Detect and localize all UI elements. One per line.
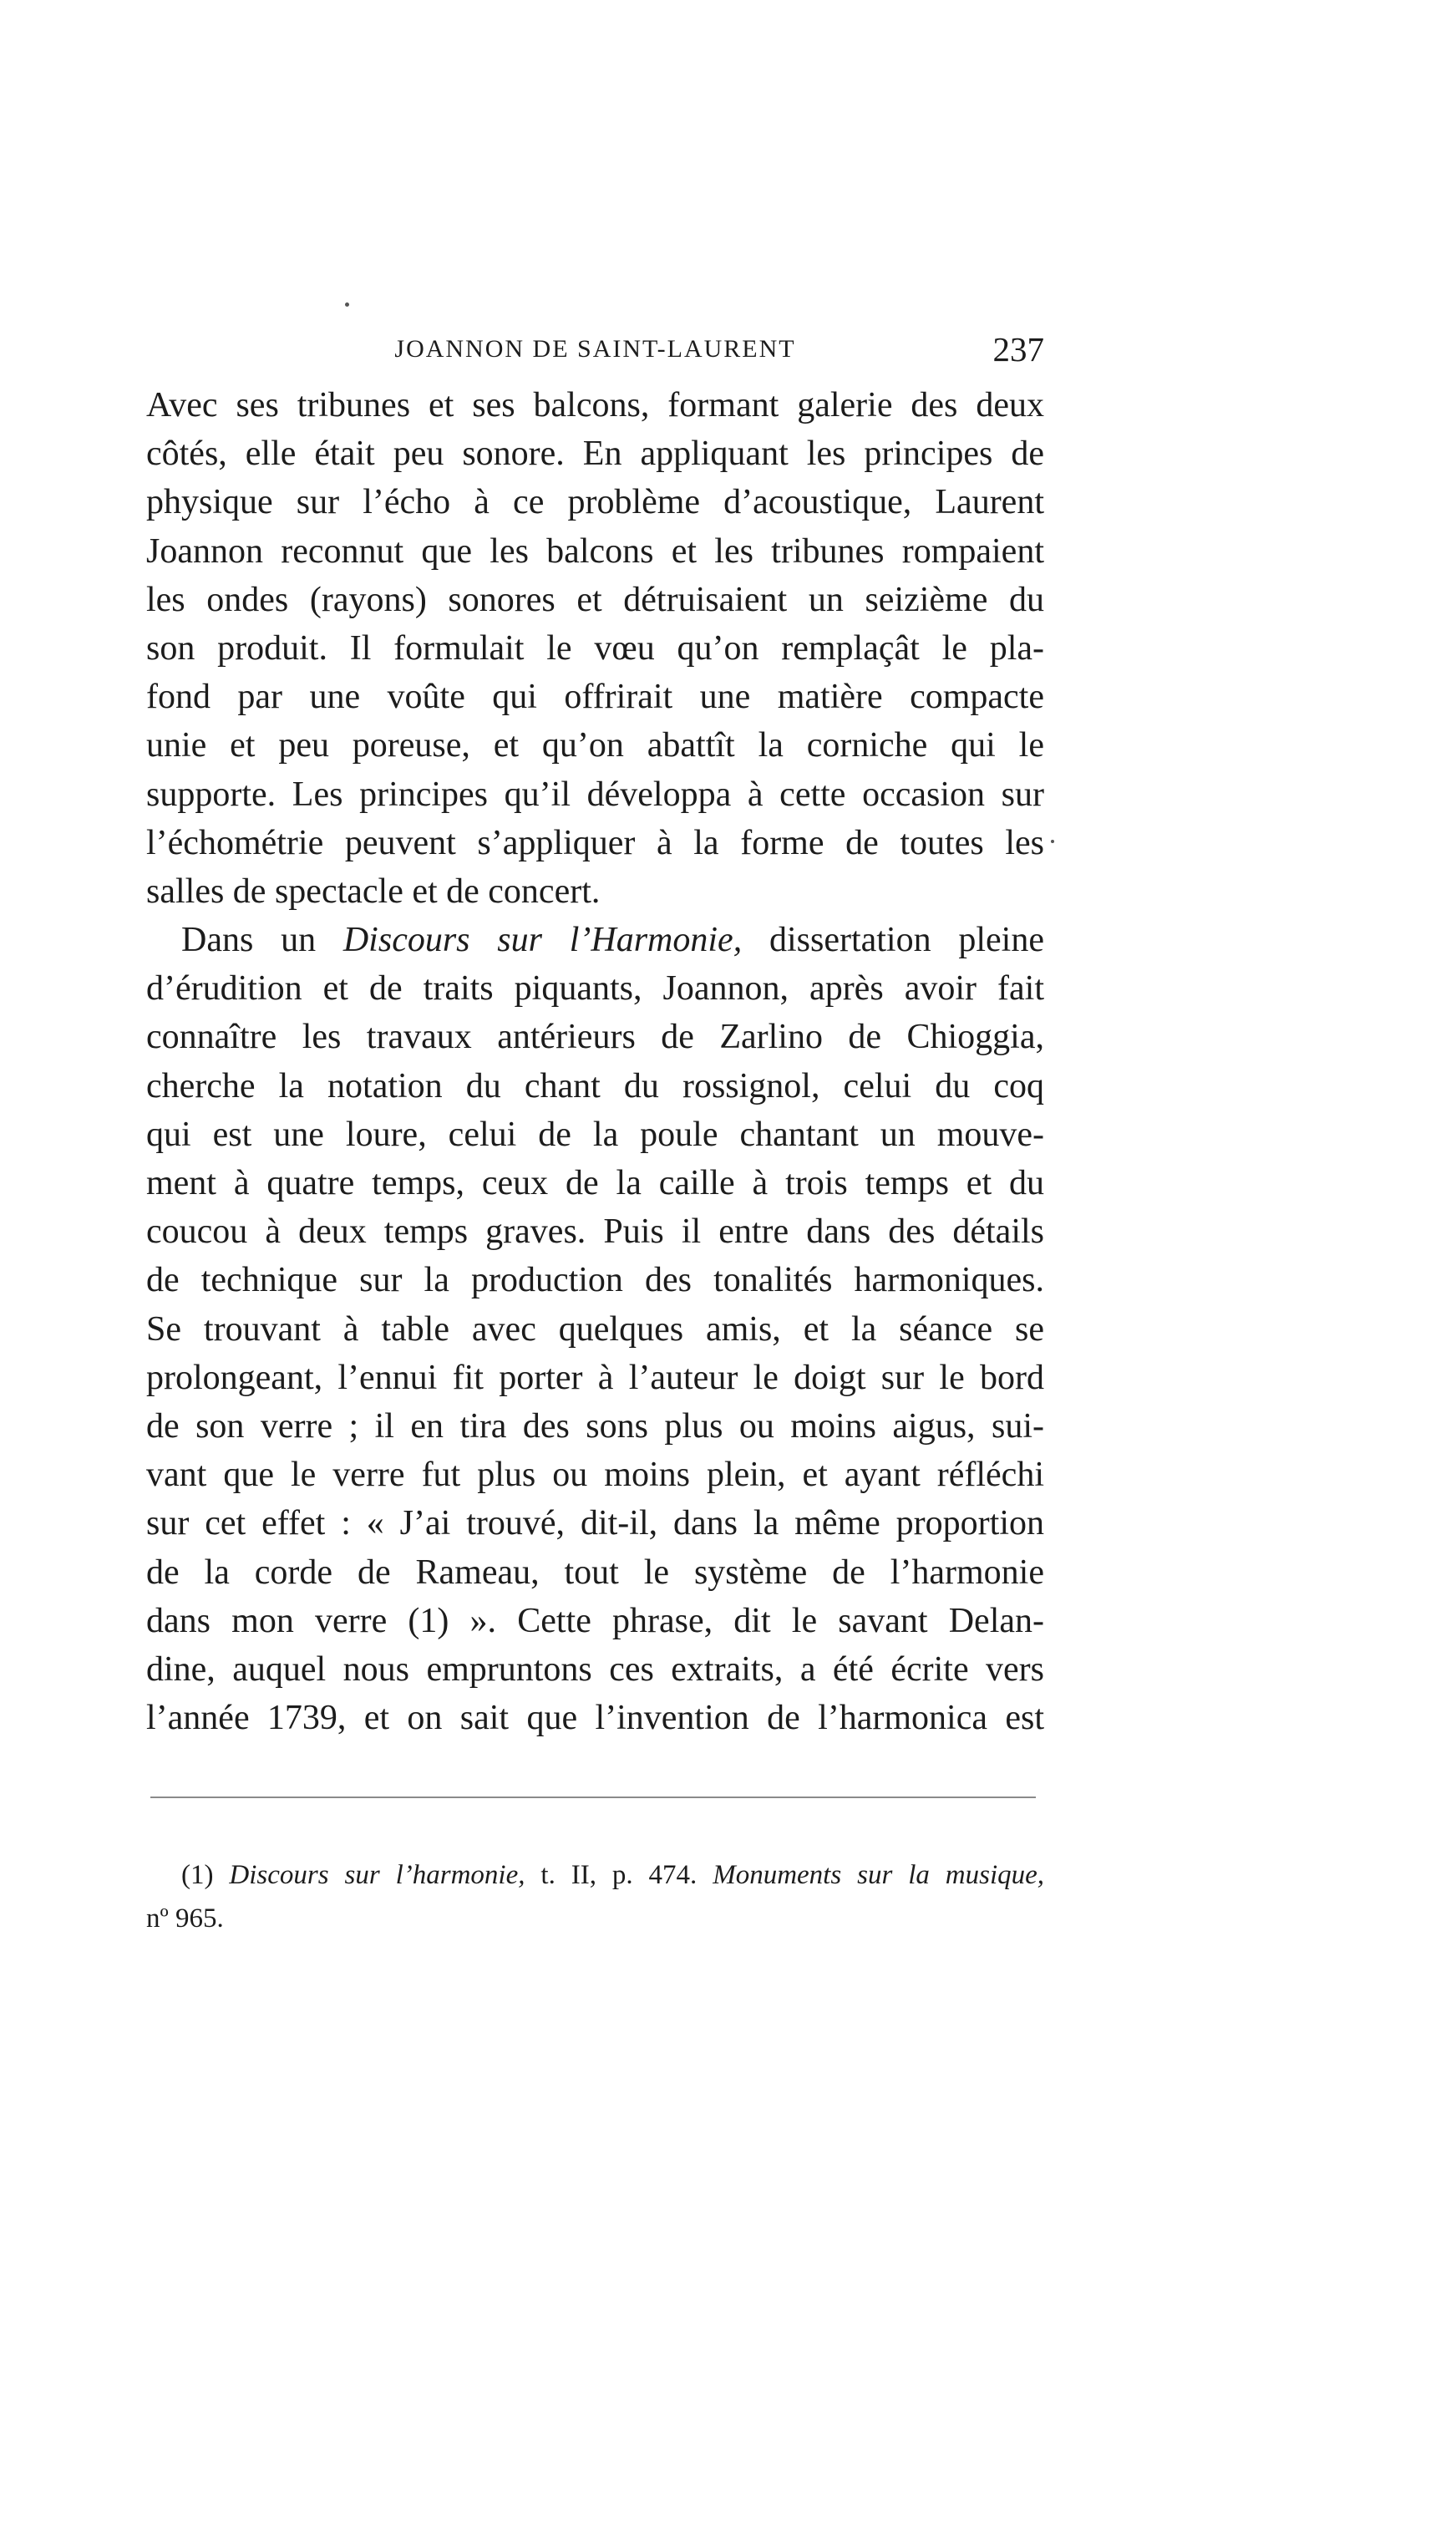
footnote-number: nº 965. xyxy=(146,1903,224,1934)
text-line: de son verre ; il en tira des sons plus ou moins aigus, sui- xyxy=(146,1406,1044,1446)
running-head xyxy=(146,324,1044,374)
footnote-title: Discours sur l’harmonie, xyxy=(229,1860,525,1890)
footnote-line xyxy=(146,1853,1044,1897)
text-line: l’échométrie peuvent s’appliquer à la forme de toutes les xyxy=(146,823,1044,862)
text-line: de la corde de Rameau, tout le système de l’harmonie xyxy=(146,1553,1044,1592)
text-line: côtés, elle était peu sonore. En appliquant les principes de xyxy=(146,435,1044,474)
text-line: vant que le verre fut plus ou moins plein, et ayant réfléchi xyxy=(146,1456,1044,1495)
footnote-reference: t. II, p. 474. xyxy=(540,1860,698,1890)
footnote xyxy=(146,1853,1044,1940)
text-line: l’année 1739, et on sait que l’invention de l’harmonica est xyxy=(146,1699,1044,1738)
footnote-marker: (1) xyxy=(181,1860,214,1890)
footnote-rule xyxy=(150,1797,1036,1798)
text-line: unie et peu poreuse, et qu’on abattît la corniche qui le xyxy=(146,726,1044,765)
text-line: d’érudition et de traits piquants, Joannon, après avoir fait xyxy=(146,969,1044,1009)
text-line: dine, auquel nous empruntons ces extraits, a été écrite vers xyxy=(146,1649,1044,1689)
running-title: JOANNON DE SAINT-LAURENT xyxy=(394,335,796,363)
text-line: qui est une loure, celui de la poule chantant un mouve- xyxy=(146,1115,1044,1154)
footnote-line xyxy=(146,1897,1044,1940)
text-line: supporte. Les principes qu’il développa à cette occasion sur xyxy=(146,775,1044,814)
print-speck xyxy=(1051,840,1054,843)
text-line: prolongeant, l’ennui fit porter à l’auteur le doigt sur le bord xyxy=(146,1358,1044,1397)
text-line: cherche la notation du chant du rossignol, celui du coq xyxy=(146,1066,1044,1105)
paragraph-end-line: salles de spectacle et de concert. xyxy=(146,872,601,911)
text-line: connaître les travaux antérieurs de Zarlino de Chioggia, xyxy=(146,1018,1044,1057)
text-line: de technique sur la production des tonalités harmoniques. xyxy=(146,1261,1044,1300)
paragraph-start-line: Dans un Discours sur l’Harmonie, dissertation pleine xyxy=(181,921,1044,960)
text-line: dans mon verre (1) ». Cette phrase, dit le savant Delan- xyxy=(146,1601,1044,1640)
print-speck xyxy=(345,302,349,307)
text-line: Avec ses tribunes et ses balcons, formant galerie des deux xyxy=(146,386,1044,424)
body-text xyxy=(146,381,1044,1742)
text-line: fond par une voûte qui offrirait une matière compacte xyxy=(146,678,1044,717)
text-line: physique sur l’écho à ce problème d’acoustique, Laurent xyxy=(146,483,1044,522)
page-number: 237 xyxy=(992,330,1044,368)
text-line: Joannon reconnut que les balcons et les tribunes rompaient xyxy=(146,531,1044,571)
text-line: ment à quatre temps, ceux de la caille à trois temps et du xyxy=(146,1164,1044,1202)
text-line: les ondes (rayons) sonores et détruisaient un seizième du xyxy=(146,580,1044,619)
text-line: son produit. Il formulait le vœu qu’on remplaçât le pla- xyxy=(146,628,1044,668)
text-line: Se trouvant à table avec quelques amis, et la séance se xyxy=(146,1309,1044,1349)
footnote-source: Monuments sur la musique, xyxy=(713,1860,1044,1890)
text-line: coucou à deux temps graves. Puis il entre dans des détails xyxy=(146,1212,1044,1252)
text-line: sur cet effet : « J’ai trouvé, dit-il, dans la même proportion xyxy=(146,1504,1044,1543)
